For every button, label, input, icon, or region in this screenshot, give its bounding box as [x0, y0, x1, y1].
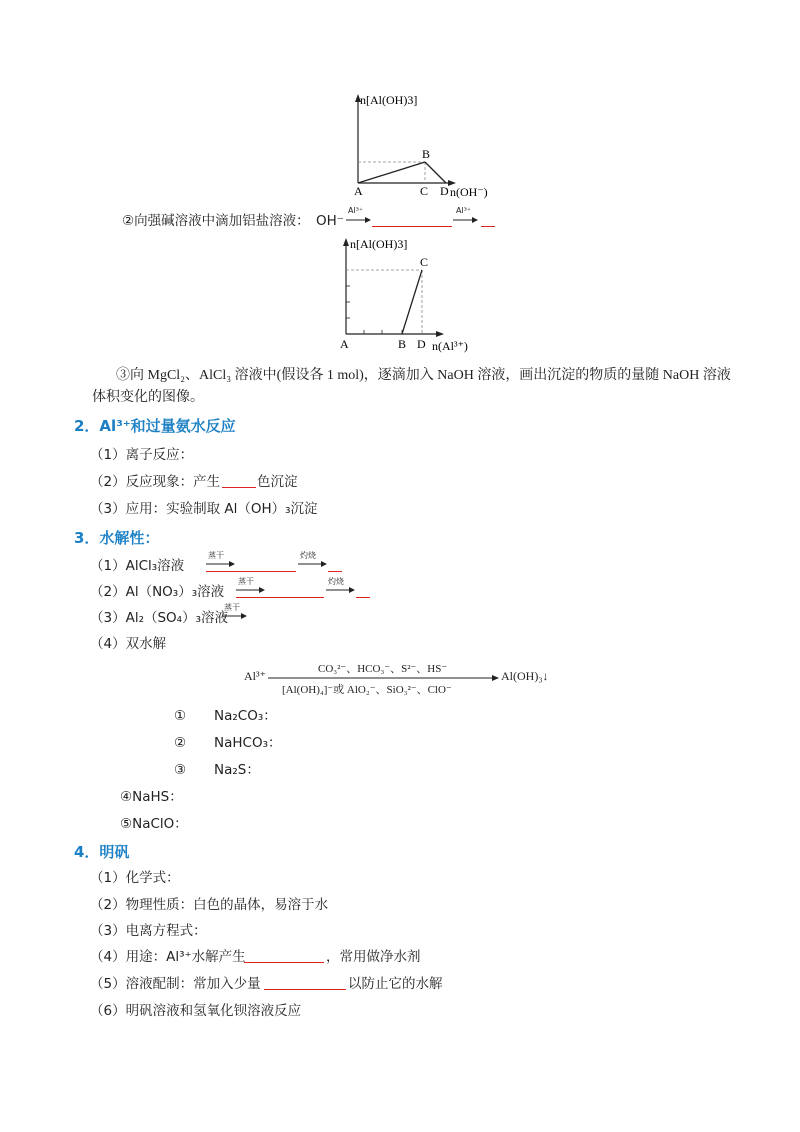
sec3-item2: （2）Al（NO₃）₃溶液 — [90, 584, 225, 600]
arrow-right-icon — [236, 586, 266, 594]
graph2-point-d: D — [417, 337, 426, 351]
item2-blank-2[interactable] — [481, 226, 495, 227]
hydrolysis-top: CO₃²⁻、HCO₃⁻、S²⁻、HS⁻ — [318, 663, 448, 675]
arrow-right-icon — [206, 560, 236, 568]
hydrolysis-right: Al(OH)₃↓ — [501, 669, 549, 683]
section2-title: 2．Al³⁺和过量氨水反应 — [74, 417, 236, 435]
sec2-item3: （3）应用：实验制取 Al（OH）₃沉淀 — [90, 501, 318, 517]
graph-1 — [340, 88, 510, 200]
hydrolysis-left: Al³⁺ — [244, 669, 266, 683]
hlist-text-1: Na₂CO₃： — [214, 708, 277, 724]
sec3-item1: （1）AlCl₃溶液 — [90, 558, 185, 574]
label-zhuoshao: 灼烧 — [300, 551, 316, 560]
graph1-ylabel: n[Al(OH)3] — [360, 93, 418, 107]
graph2-point-b: B — [398, 337, 407, 351]
section3-title: 3．水解性： — [74, 529, 160, 547]
sec3-blank-1b[interactable] — [328, 571, 342, 572]
graph2-ylabel: n[Al(OH)3] — [350, 237, 408, 251]
hlist-item-4: ④NaHS： — [120, 789, 183, 805]
sec4-item5-suffix: 以防止它的水解 — [348, 976, 443, 992]
hlist-num-3: ③ — [174, 762, 187, 778]
graph2-xlabel: n(Al³⁺) — [432, 339, 468, 353]
sec3-item3: （3）Al₂（SO₄）₃溶液 — [90, 610, 229, 626]
item2-blank-1[interactable] — [372, 226, 452, 227]
sec2-item2: （2）反应现象：产生 — [90, 474, 221, 490]
arrow-right-icon — [326, 586, 356, 594]
sec4-item6: （6）明矾溶液和氢氧化钡溶液反应 — [90, 1003, 302, 1019]
sec4-blank-1[interactable] — [244, 962, 324, 963]
graph1-xlabel: n(OH⁻) — [450, 185, 488, 199]
sec3-item4: （4）双水解 — [90, 636, 167, 652]
sec3-blank-1a[interactable] — [206, 571, 296, 572]
item2-arrow1-label: Al³⁺ — [348, 206, 364, 215]
arrow-right-icon — [346, 216, 372, 224]
sec4-item4-suffix: ，常用做净水剂 — [326, 949, 421, 965]
hydrolysis-bottom: [Al(OH)₄]⁻或 AlO₂⁻、SiO₃²⁻、ClO⁻ — [282, 684, 452, 696]
sec4-blank-2[interactable] — [264, 989, 346, 990]
sec4-item1: （1）化学式： — [90, 870, 180, 886]
sec4-item4: （4）用途：Al³⁺水解产生 — [90, 949, 246, 965]
hlist-item-5: ⑤NaClO： — [120, 816, 188, 832]
item2-arrow2-label: Al³⁺ — [456, 206, 472, 215]
sec3-blank-2a[interactable] — [236, 597, 324, 598]
hlist-text-2: NaHCO₃： — [214, 735, 282, 751]
graph1-point-c: C — [420, 184, 429, 198]
graph2-point-a: A — [340, 337, 349, 351]
item2-text: ②向强碱溶液中滴加铝盐溶液： — [122, 213, 310, 229]
sec2-item2-suffix: 色沉淀 — [257, 474, 298, 490]
graph1-point-d: D — [440, 184, 449, 198]
sec2-item1: （1）离子反应： — [90, 447, 194, 463]
hlist-num-2: ② — [174, 735, 187, 751]
arrow-right-icon — [453, 216, 479, 224]
sec2-blank-color[interactable] — [222, 487, 256, 488]
arrow-right-icon — [298, 560, 328, 568]
graph1-point-b: B — [422, 147, 431, 161]
item3-line2: 体积变化的图像。 — [92, 390, 204, 405]
graph-2 — [330, 232, 490, 354]
label-zhenggan: 蒸干 — [224, 603, 240, 612]
sec3-blank-2b[interactable] — [356, 597, 370, 598]
hlist-num-1: ① — [174, 708, 187, 724]
label-zhenggan: 蒸干 — [208, 551, 224, 560]
item2-ion: OH⁻ — [316, 213, 344, 229]
sec4-item5: （5）溶液配制：常加入少量 — [90, 976, 261, 992]
section4-title: 4．明矾 — [74, 843, 130, 861]
label-zhenggan: 蒸干 — [238, 577, 254, 586]
item3-line1: ③向 MgCl₂、AlCl₃ 溶液中(假设各 1 mol)，逐滴加入 NaOH 溶液，画出沉淀的物质的量随 NaOH 溶液 — [116, 368, 731, 383]
sec4-item2: （2）物理性质：白色的晶体，易溶于水 — [90, 897, 329, 913]
arrow-right-icon — [222, 612, 248, 620]
sec4-item3: （3）电离方程式： — [90, 923, 207, 939]
graph1-point-a: A — [354, 184, 363, 198]
graph2-point-c: C — [420, 255, 429, 269]
label-zhuoshao: 灼烧 — [328, 577, 344, 586]
hlist-text-3: Na₂S： — [214, 762, 260, 778]
